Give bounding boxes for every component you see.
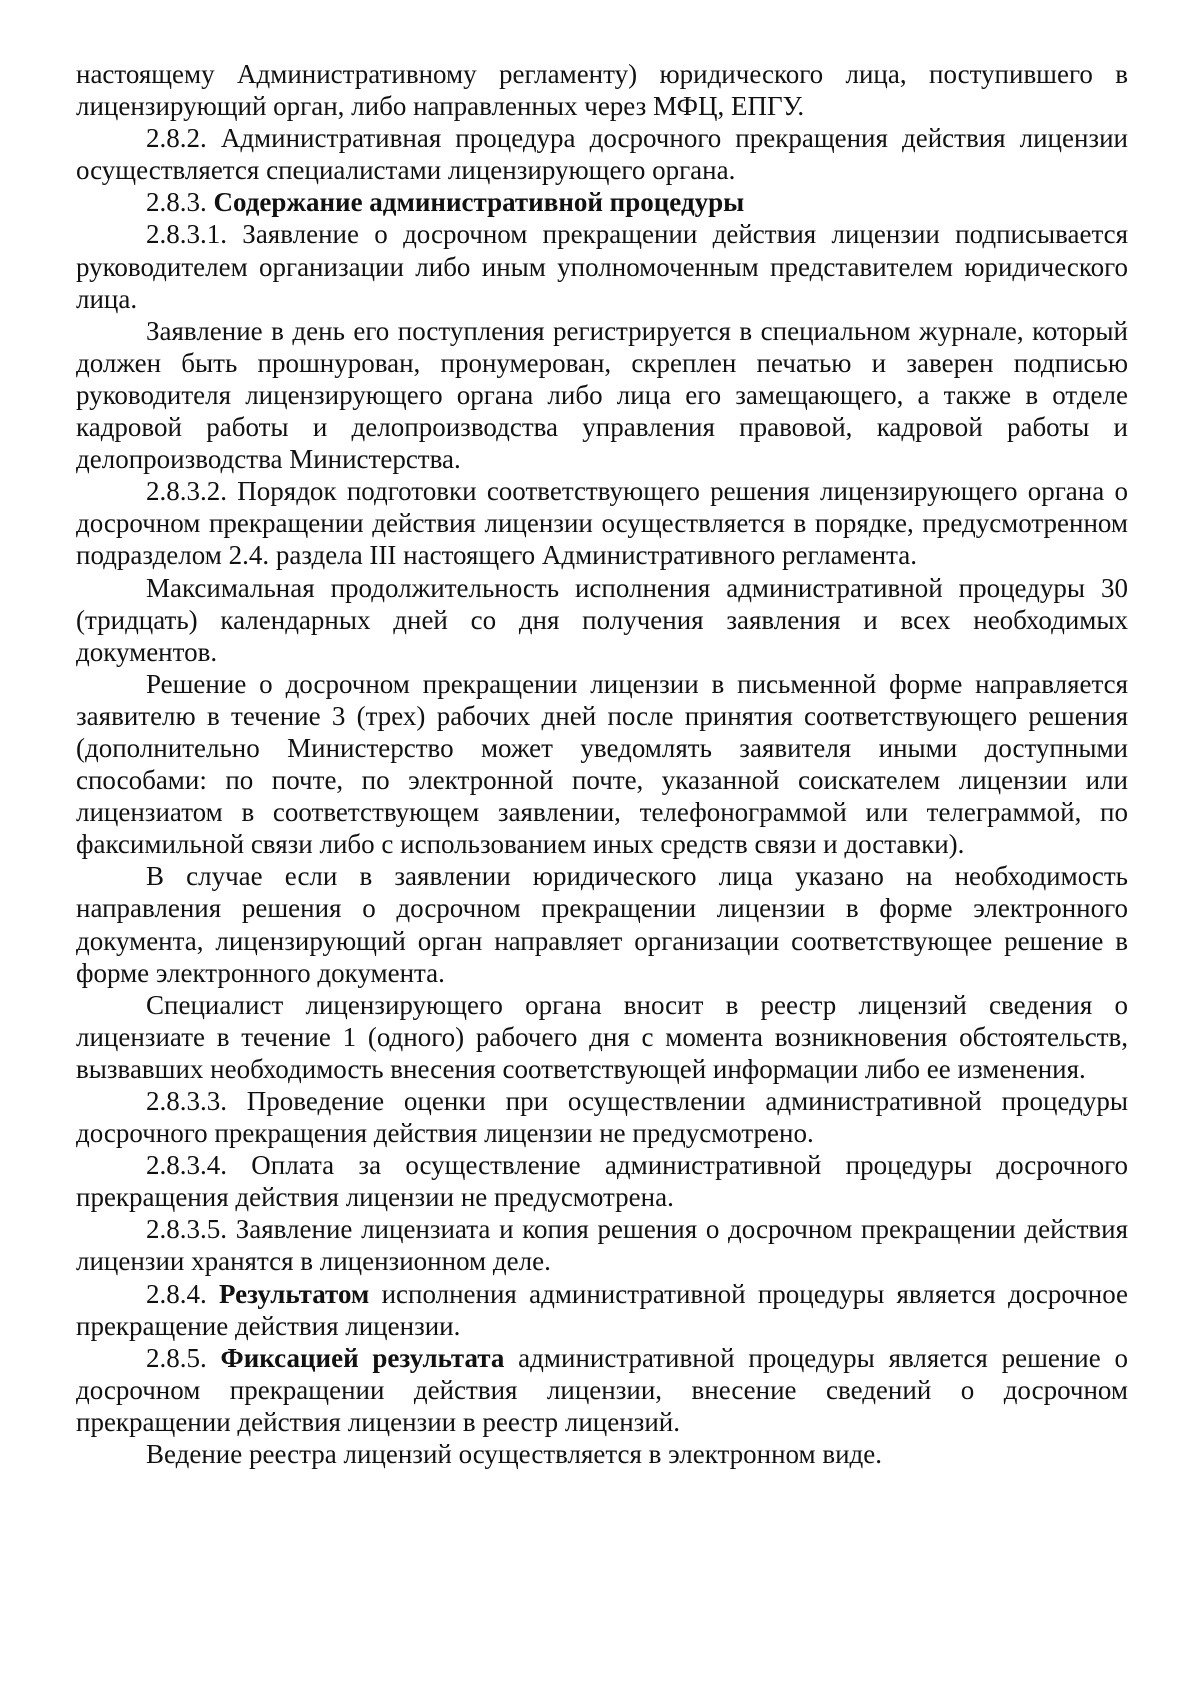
paragraph-p5 [76, 475, 1128, 571]
paragraph-p3 [76, 218, 1128, 314]
text-run: административной процедуры является решение о досрочном прекращении действия лицензии, внесение сведений о досрочном прекращении действия лицензии в реестр лицензий. [76, 1342, 1129, 1437]
text-run: 2.8.3.1. Заявление о досрочном прекращении действия лицензии подписывается руководителем организации либо иным уполномоченным представителем юридического лица. [76, 219, 1128, 314]
bold-text-run: Фиксацией результата [220, 1342, 505, 1373]
text-run: исполнения административной процедуры является досрочное прекращение действия лицензии. [76, 1278, 1129, 1341]
paragraph-p2 [76, 186, 1128, 218]
paragraph-p8 [76, 860, 1128, 988]
text-run: 2.8.3.5. Заявление лицензиата и копия решения о досрочном прекращении действия лицензии хранятся в лицензионном деле. [76, 1214, 1128, 1277]
text-run: 2.8.3.3. Проведение оценки при осуществлении административной процедуры досрочного прекращения действия лицензии не предусмотрено. [76, 1086, 1128, 1149]
text-run: настоящему Административному регламенту) юридического лица, поступившего в лицензирующий орган, либо направленных через МФЦ, ЕПГУ. [76, 59, 1128, 122]
paragraph-p0 [76, 58, 1128, 122]
text-run: В случае если в заявлении юридического лица указано на необходимость направления решения о досрочном прекращении лицензии в форме электронного документа, лицензирующий орган направляет организации соответствующее решение в форме электронного документа. [76, 861, 1128, 988]
paragraph-p4 [76, 315, 1128, 475]
paragraph-p12 [76, 1213, 1128, 1277]
text-run: 2.8.3.2. Порядок подготовки соответствующего решения лицензирующего органа о досрочном прекращении действия лицензии осуществляется в порядке, предусмотренном подразделом 2.4. раздела III настоящего Административного регламента. [76, 476, 1128, 571]
text-run: 2.8.3. [146, 187, 214, 218]
document-body [76, 58, 1128, 1470]
paragraph-p6 [76, 572, 1128, 668]
paragraph-p10 [76, 1085, 1128, 1149]
paragraph-p11 [76, 1149, 1128, 1213]
paragraph-p13 [76, 1278, 1128, 1342]
paragraph-p9 [76, 989, 1128, 1085]
text-run: 2.8.4. [146, 1278, 220, 1309]
paragraph-p15 [76, 1438, 1128, 1470]
text-run: Максимальная продолжительность исполнения административной процедуры 30 (тридцать) календарных дней со дня получения заявления и всех необходимых документов. [76, 572, 1128, 667]
text-run: 2.8.3.4. Оплата за осуществление административной процедуры досрочного прекращения действия лицензии не предусмотрена. [76, 1150, 1128, 1213]
text-run: Решение о досрочном прекращении лицензии в письменной форме направляется заявителю в течение 3 (трех) рабочих дней после принятия соответствующего решения (дополнительно Министерство может уведомлять заявителя иными доступными способами: по почте, по электронной почте, указанной соискателем лицензии или лицензиатом в соответствующем заявлении, телефонограммой или телеграммой, по факсимильной связи либо с использованием иных средств связи и доставки). [76, 668, 1128, 860]
text-run: Специалист лицензирующего органа вносит в реестр лицензий сведения о лицензиате в течение 1 (одного) рабочего дня с момента возникновения обстоятельств, вызвавших необходимость внесения соответствующей информации либо ее изменения. [76, 989, 1128, 1084]
paragraph-p14 [76, 1342, 1128, 1438]
text-run: 2.8.5. [146, 1342, 221, 1373]
bold-text-run: Содержание административной процедуры [213, 187, 745, 218]
text-run: Заявление в день его поступления регистрируется в специальном журнале, который должен быть прошнурован, пронумерован, скреплен печатью и заверен подписью руководителя лицензирующего органа либо лица его замещающего, а также в отделе кадровой работы и делопроизводства управления правовой, кадровой работы и делопроизводства Министерства. [76, 315, 1128, 475]
paragraph-p1 [76, 122, 1128, 186]
text-run: Ведение реестра лицензий осуществляется в электронном виде. [146, 1439, 883, 1470]
paragraph-p7 [76, 668, 1128, 861]
text-run: 2.8.2. Административная процедура досрочного прекращения действия лицензии осуществляется специалистами лицензирующего органа. [76, 123, 1128, 186]
bold-text-run: Результатом [219, 1278, 370, 1309]
